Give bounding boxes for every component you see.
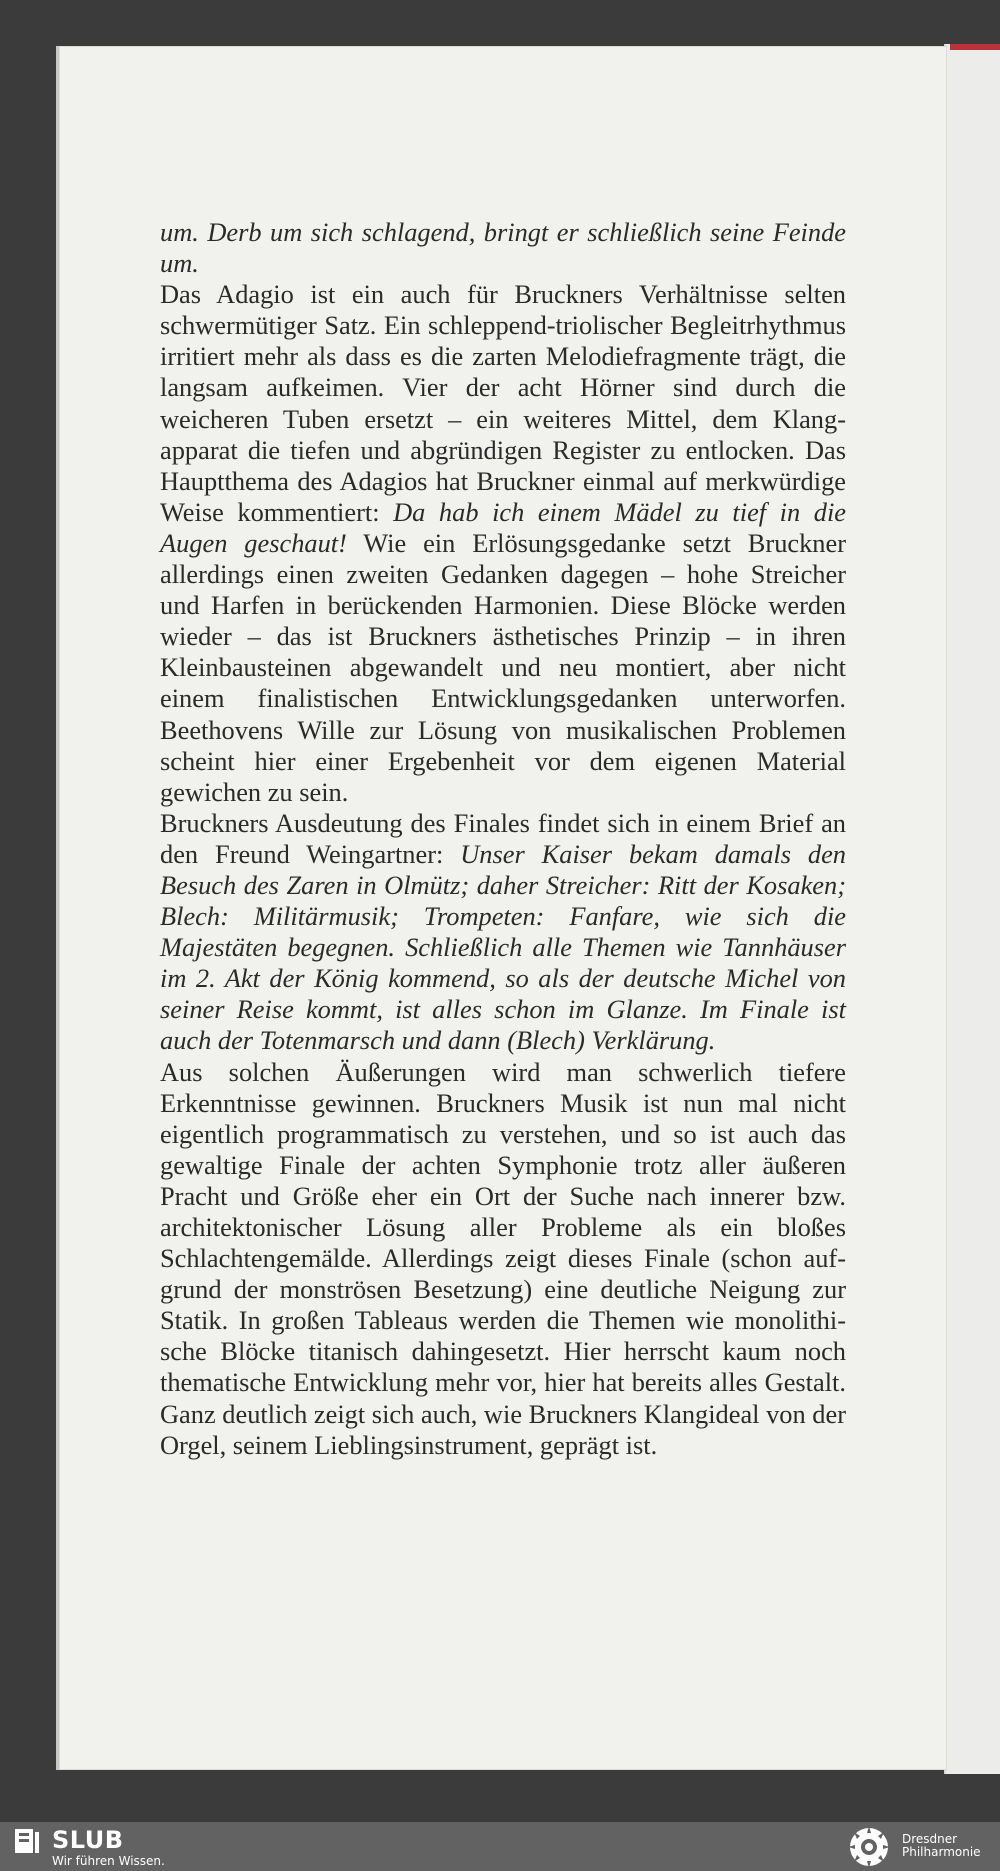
dresdner-philharmonie-name[interactable] — [902, 1833, 981, 1859]
paragraph-text: Aus solchen Äußerungen wird man schwerlich tiefere Erkenntnisse gewinnen. Bruckners Musik ist nun mal nicht eigentlich programmatisch zu verstehen, und so ist auch das gewaltige Finale der achten Symphonie trotz aller äußeren Pracht und Größe eher ein Ort der Suche nach innerer bzw. architektonischer Lösung aller Probleme als ein bloßes Schlachtengemälde. Allerdings zeigt dieses Finale (schon aufgrund der monströsen Besetzung) eine deutliche Neigung zur Statik. In großen Tableaus werden die Themen wie monolithische Blöcke titanisch dahingesetzt. Hier herrscht kaum noch thematische Entwicklung mehr vor, hier hat bereits alles Gestalt. Ganz deutlich zeigt sich auch, wie Bruckners Klangideal von der Orgel, seinem Lieblingsinstrument, geprägt ist. — [160, 1056, 846, 1460]
body-text — [160, 217, 846, 1461]
partner-name-line-1: Dresdner — [902, 1832, 958, 1846]
slub-tagline: Wir führen Wissen. — [52, 1854, 165, 1868]
paragraph-text: Wie ein Erlösungsgedanke setzt Bruckner allerdings einen zweiten Gedanken dagegen – hohe Streicher und Harfen in berückenden Harmonien. Diese Blöcke werden wieder – das ist Bruckners ästhetisches Prinzip – in ihren Kleinbausteinen abgewandelt und neu montiert, aber nicht einem finalistischen Entwicklungsgedanken unterworfen. Beethovens Wille zur Lösung von musikalischen Problemen scheint hier einer Ergebenheit vor dem eigenen Material gewichen zu sein. — [160, 527, 846, 807]
slub-logo-icon — [14, 1828, 40, 1854]
paragraph-text: Das Adagio ist ein auch für Bruckners Verhältnisse selten schwermütiger Satz. Ein schleppend-triolischer Begleitrhythmus irritiert mehr als dass es die zarten Melodiefragmente trägt, die langsam aufkeimen. Vier der acht Hörner sind durch die weicheren Tuben ersetzt – ein weiteres Mittel, dem Klangapparat die tiefen und abgründigen Register zu entlocken. Das Hauptthema des Adagios hat Bruckner einmal auf merkwürdige Weise kommentiert: — [160, 279, 846, 527]
paragraph — [160, 279, 846, 808]
dresdner-philharmonie-logo-icon — [846, 1824, 892, 1870]
paragraph — [160, 808, 846, 1057]
paragraph — [160, 217, 846, 279]
footer-bar — [0, 1822, 1000, 1871]
quote-text: Unser Kaiser bekam damals den Besuch des Zaren in Olmütz; daher Streicher: Ritt der Kosaken; Blech: Militärmusik; Trompeten: Fanfare, wie sich die Majestäten begegnen. Schließlich alle Themen wie Tannhäuser im 2. Akt der König kommend, so als der deutsche Michel von seiner Reise kommt, ist alles schon im Glanze. Im Finale ist auch der Totenmarsch und dann (Blech) Verklärung. — [160, 838, 847, 1056]
quote-text: Da hab ich einem Mädel zu tief in die Augen geschaut! — [160, 496, 846, 558]
slub-name[interactable]: SLUB — [52, 1826, 124, 1854]
quote-text: um. Derb um sich schlagend, bringt er schließlich seine Feinde um. — [160, 217, 846, 279]
cover-red-edge — [950, 44, 1000, 50]
paragraph — [160, 1057, 846, 1461]
paragraph-text: Bruckners Ausdeutung des Finales findet sich in einem Brief an den Freund Weingartner: — [160, 807, 846, 869]
partner-name-line-2: Philharmonie — [902, 1845, 981, 1859]
next-page-edge — [944, 44, 1000, 1774]
